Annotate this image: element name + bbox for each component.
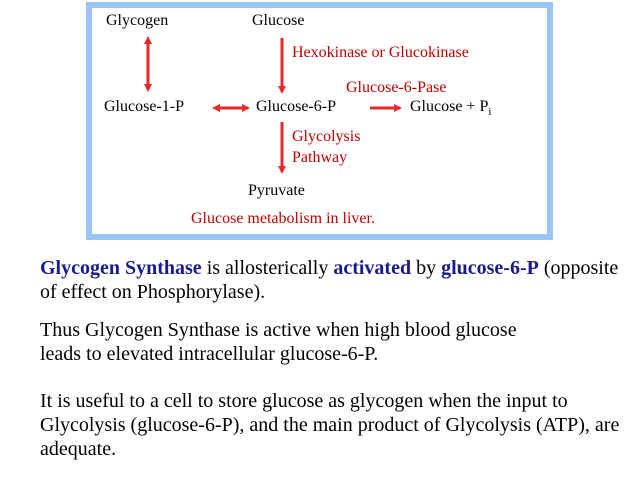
paragraph-1 xyxy=(40,256,625,304)
p1-text-3: (opposite of effect on Phosphorylase). xyxy=(40,257,619,303)
paragraph-3 xyxy=(40,389,625,461)
glycolysis-label-1: Glycolysis xyxy=(292,128,361,145)
p3-text: It is useful to a cell to store glucose as glycogen when the input to Glycolysis (glucose-6-P), and the main product of Glycolysis (ATP), are adequate. xyxy=(40,390,620,460)
p1-text-2: by xyxy=(411,257,442,279)
node-glucose-6-p: Glucose-6-P xyxy=(256,98,336,115)
kw-glucose-6-p: glucose-6-P xyxy=(441,257,539,279)
node-glucose: Glucose xyxy=(252,12,305,29)
glucose-pi-text: Glucose + P xyxy=(410,98,489,115)
paragraph-2 xyxy=(40,318,560,366)
pi-subscript: i xyxy=(488,106,492,119)
enzyme-hexokinase: Hexokinase or Glucokinase xyxy=(292,44,469,61)
p1-text-1: is allosterically xyxy=(201,257,334,279)
kw-activated: activated xyxy=(333,257,412,279)
node-glycogen: Glycogen xyxy=(106,12,169,29)
node-pyruvate: Pyruvate xyxy=(248,182,305,199)
enzyme-g6pase: Glucose-6-Pase xyxy=(346,79,447,96)
diagram-caption: Glucose metabolism in liver. xyxy=(191,210,375,227)
p2-text: Thus Glycogen Synthase is active when high blood glucose leads to elevated intracellular glucose-6-P. xyxy=(40,319,517,365)
node-glucose-1-p: Glucose-1-P xyxy=(104,98,184,115)
node-glucose-pi xyxy=(410,98,491,121)
kw-glycogen-synthase: Glycogen Synthase xyxy=(40,257,202,279)
glycolysis-label-2: Pathway xyxy=(292,149,348,166)
